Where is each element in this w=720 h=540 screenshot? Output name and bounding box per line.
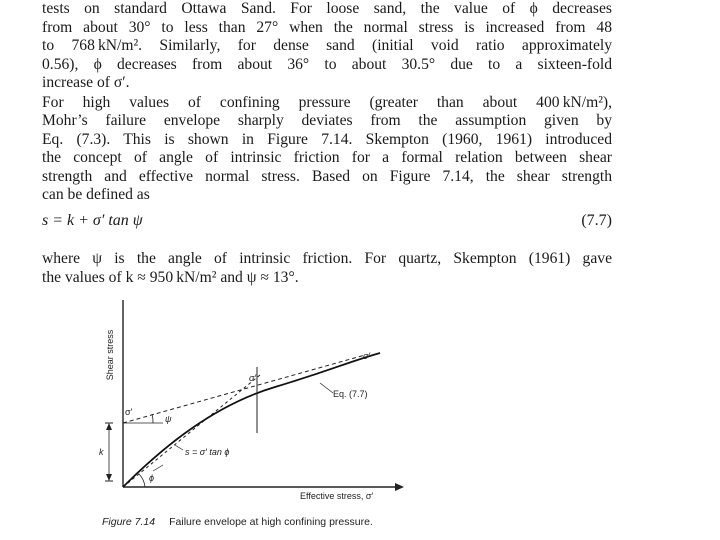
phi-arc <box>139 474 145 487</box>
curve-sigma-label: σ′ <box>363 351 371 361</box>
failure-envelope-diagram <box>95 295 435 510</box>
y-axis-label: Shear stress <box>105 329 115 381</box>
paragraph-3 <box>42 250 612 287</box>
equation-expression: s = k + σ′ tan ψ <box>42 212 143 229</box>
curve-eq-label: Eq. (7.7) <box>333 389 368 399</box>
text-line: tests on standard Ottawa Sand. For loose sand, the value of ϕ decreases <box>42 0 612 17</box>
text-line: Mohr’s failure envelope sharply deviates from the assumption given by <box>42 112 612 130</box>
intrinsic-friction-line <box>123 355 365 423</box>
text-line: can be defined as <box>42 186 150 204</box>
eq-leader <box>320 383 333 393</box>
text-line: 0.56), ϕ decreases from about 36° to about 30.5° due to a sixteen-fold <box>42 55 612 73</box>
equation-number: (7.7) <box>581 212 612 229</box>
text-line: to 768 kN/m². Similarly, for dense sand (initial void ratio approximately <box>42 37 612 55</box>
figure-7-14 <box>95 295 435 510</box>
x-axis-label: Effective stress, σ′ <box>300 491 374 501</box>
phi-label: ϕ <box>149 473 155 483</box>
text-line: the values of k ≈ 950 kN/m² and ψ ≈ 13°. <box>42 268 299 286</box>
caption-number: Figure 7.14 <box>102 516 156 528</box>
psi-arc <box>152 414 153 423</box>
text-line: where ψ is the angle of intrinsic friction. For quartz, Skempton (1961) gave <box>42 250 612 267</box>
caption-text: Failure envelope at high confining pressure. <box>169 516 373 528</box>
figure-caption <box>102 516 373 528</box>
psi-label: ψ <box>165 414 172 424</box>
paragraph-1 <box>42 0 612 93</box>
sigma-mark-left: σ′ <box>125 407 133 417</box>
paragraph-2 <box>42 94 612 204</box>
tan-phi-label: s = σ′ tan ϕ <box>185 447 230 457</box>
k-label: k <box>99 447 104 457</box>
text-line: the concept of angle of intrinsic friction for a formal relation between shear <box>42 149 612 167</box>
k-arrow-down <box>106 474 112 481</box>
x-axis-arrow <box>395 483 404 491</box>
text-line: increase of σ′. <box>42 74 130 92</box>
text-line: Eq. (7.3). This is shown in Figure 7.14. Skempton (1960, 1961) introduced <box>42 130 612 148</box>
sigma-mark-top: σ′ <box>249 373 257 383</box>
phi-leader <box>153 465 163 471</box>
k-arrow-up <box>106 423 112 430</box>
tan-phi-leader <box>175 445 183 450</box>
coulomb-line <box>123 375 260 487</box>
text-line: strength and effective normal stress. Based on Figure 7.14, the shear strength <box>42 167 612 185</box>
text-line: For high values of confining pressure (greater than about 400 kN/m²), <box>42 94 612 111</box>
text-line: from about 30° to less than 27° when the normal stress is increased from 48 <box>42 18 612 36</box>
